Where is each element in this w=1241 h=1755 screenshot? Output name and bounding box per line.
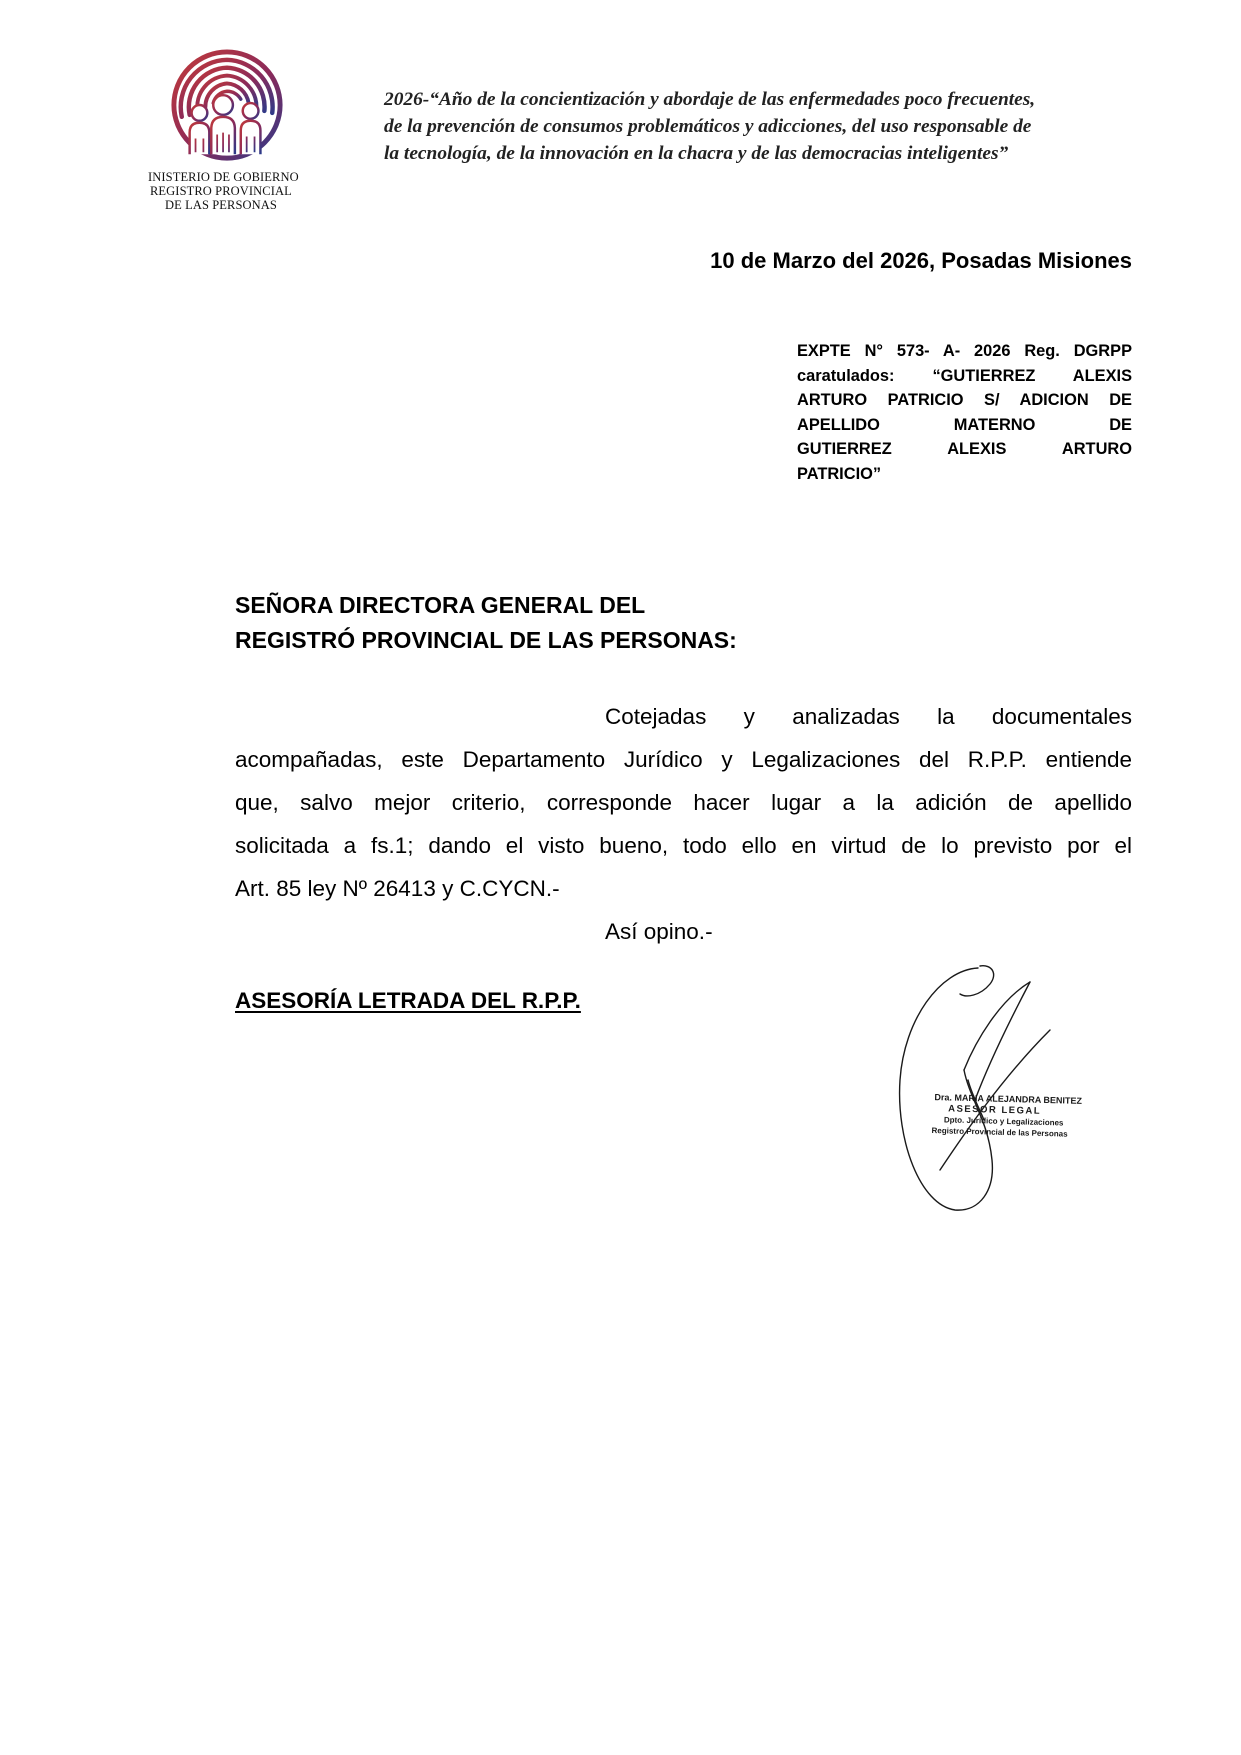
body-line: que, salvo mejor criterio, corresponde hacer lugar a la adición de apellido [235,790,1132,815]
stamp-organization: Registro Provincial de las Personas [931,1126,1068,1139]
official-year-motto [384,86,1164,167]
body-line: Cotejadas y analizadas la documentales [605,704,1132,729]
case-reference-line: EXPTE N° 573- A- 2026 Reg. DGRPP [797,342,1132,360]
motto-line: 2026-“Año de la concientización y abordaje de las enfermedades poco frecuentes, [384,89,1036,110]
case-reference-line: APELLIDO MATERNO DE [797,415,1132,434]
body-line: Art. 85 ley Nº 26413 y C.CYCN.- [235,876,560,901]
body-line: solicitada a fs.1; dando el visto bueno, todo ello en virtud de lo previsto por el [235,833,1132,858]
case-reference-line: caratulados: “GUTIERREZ ALEXIS [797,366,1132,385]
closing-line: Así opino.- [605,919,713,944]
addressee-line: REGISTRÓ PROVINCIAL DE LAS PERSONAS: [235,627,737,653]
stamp-role: ASESOR LEGAL [948,1103,1042,1117]
addressee-line: SEÑORA DIRECTORA GENERAL DEL [235,592,646,618]
date-line: 10 de Marzo del 2026, Posadas Misiones [710,248,1132,273]
signature-stamp [927,1092,1088,1140]
case-reference-line: PATRICIO” [797,464,882,483]
institution-line: DE LAS PERSONAS [165,198,277,212]
opinion-body [235,695,1132,953]
fingerprint-family-logo-icon [168,48,286,166]
case-reference-line: GUTIERREZ ALEXIS ARTURO [797,440,1132,458]
addressee [235,588,1035,658]
advisory-title: ASESORÍA LETRADA DEL R.P.P. [235,988,581,1013]
institution-line: INISTERIO DE GOBIERNO [148,170,299,184]
institution-line: REGISTRO PROVINCIAL [150,184,292,198]
case-reference-line: ARTURO PATRICIO S/ ADICION DE [797,391,1132,409]
body-line: acompañadas, este Departamento Jurídico y Legalizaciones del R.P.P. entiende [235,747,1132,772]
stamp-name: Dra. MARIA ALEJANDRA BENITEZ [934,1092,1083,1106]
motto-line: la tecnología, de la innovación en la chacra y de las democracias inteligentes” [384,143,1009,164]
stamp-department: Dpto. Jurídico y Legalizaciones [943,1115,1064,1128]
case-reference [797,339,1132,486]
motto-line: de la prevención de consumos problemáticos y adicciones, del uso responsable de [384,116,1032,137]
